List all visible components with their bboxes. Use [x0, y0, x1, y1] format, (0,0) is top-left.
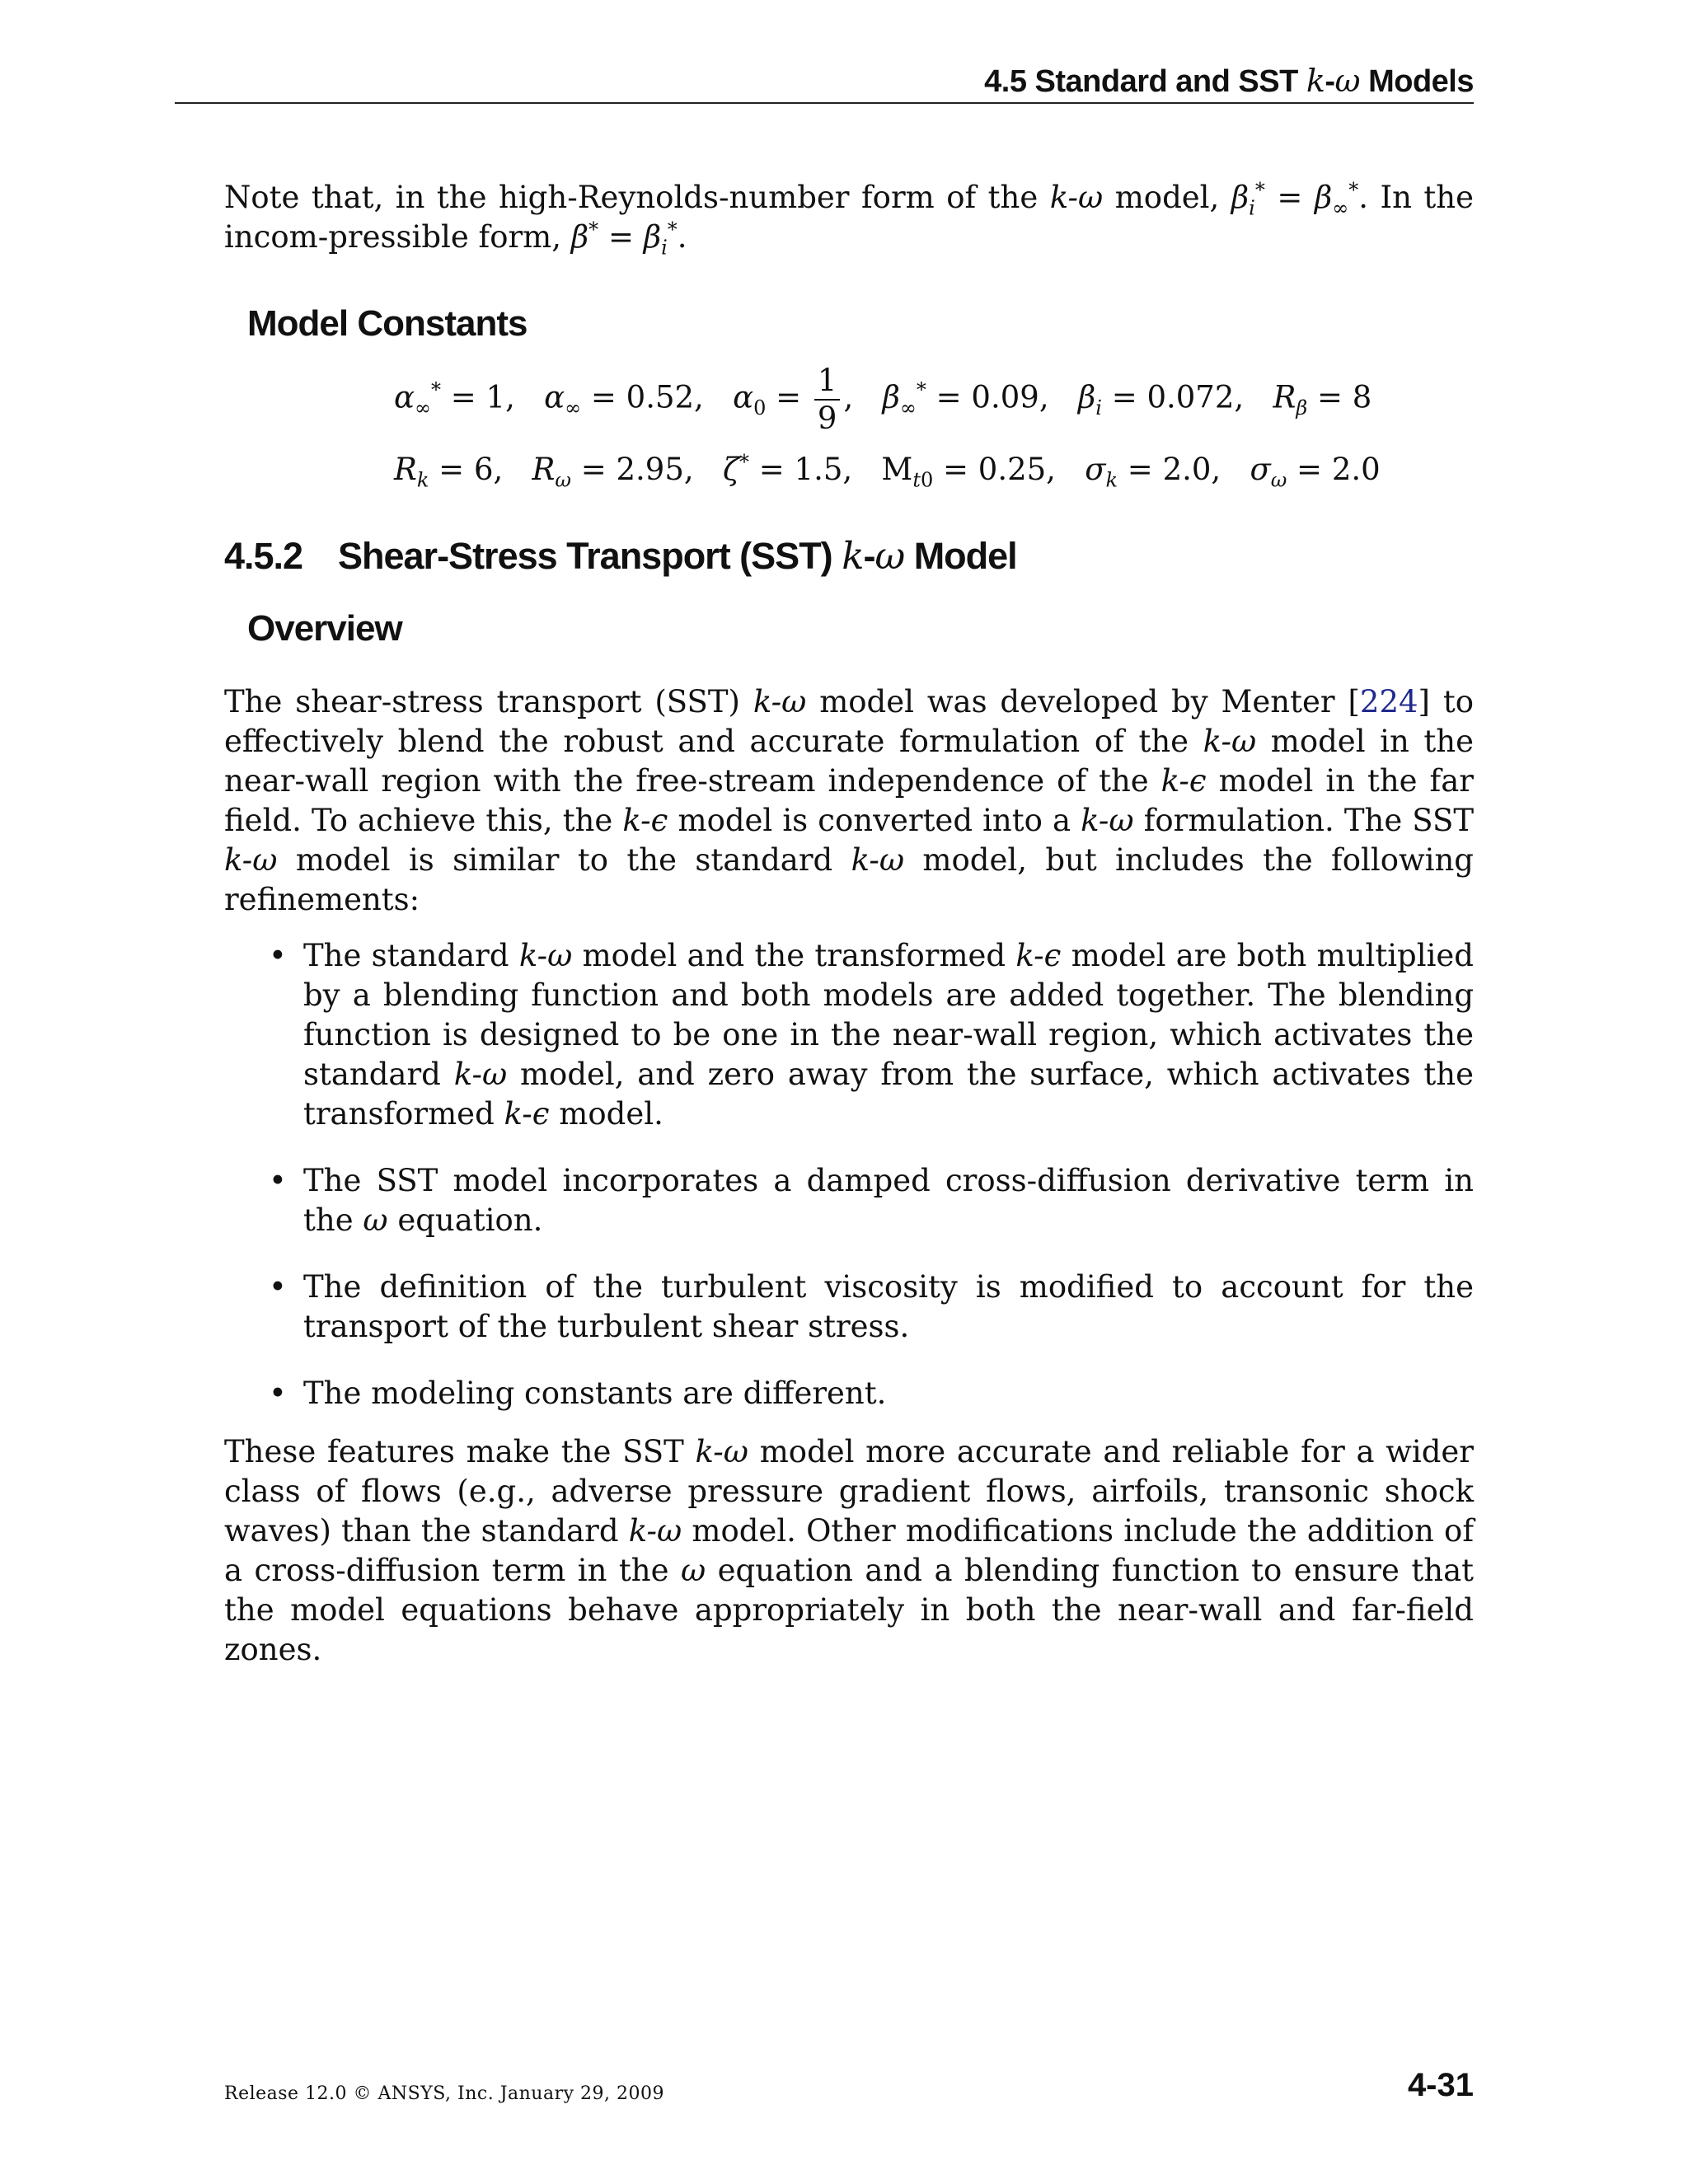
const-alpha0-fraction [814, 363, 841, 437]
bullet-icon: • [269, 938, 287, 973]
running-header [175, 59, 1474, 104]
const-sigma-k: 2.0 [1162, 452, 1212, 487]
closing-text-3: model. Other modifications include the addition of a cross-diffusion term in the [224, 1513, 1475, 1588]
const-beta-i: 0.072 [1146, 379, 1235, 415]
const-r-omega: 2.95 [616, 452, 684, 487]
bullet1-text-b: model and the transformed [582, 938, 1006, 973]
overview-paragraph: The shear-stress transport (SST) k-ω model was developed by Menter [224] to effectively blend the robust and accurate formulation of the k-ω model in the near-wall region with the free-stream independence of the k-ϵ model in the far field. To achieve this, the k-ϵ model is converted into a k-ω formulation. The SST k-ω model is similar to the standard k-ω model, but includes the following refinements: [224, 684, 1475, 917]
citation-link[interactable]: 224 [1359, 684, 1418, 719]
const-alpha-star-inf: 1 [485, 379, 506, 415]
list-item: • The standard k-ω model and the transformed k-ϵ model are both multiplied by a blending function and both models are added together. The blending function is designed to be one in the near-wall region, which activates the standard k-ω model, and zero away from the surface, which activates the transformed k-ϵ model. [269, 938, 1474, 1132]
bullet-icon: • [269, 1269, 287, 1305]
header-title-prefix: 4.5 Standard and SST [984, 64, 1298, 99]
header-title-suffix: Models [1368, 64, 1474, 99]
refinements-list [269, 936, 1474, 1441]
overview-text-3: to effectively blend the robust and accurate formulation of the [224, 684, 1475, 759]
running-header-title [984, 63, 1474, 100]
intro-text-3: . In the incom-pressible form, [224, 180, 1475, 255]
bullet1-text-d: model, and zero away from the surface, which activates the transformed [303, 1057, 1474, 1132]
bullet4-text: The modeling constants are different. [303, 1376, 887, 1411]
header-math-omega: ω [1334, 63, 1361, 99]
list-item: • The SST model incorporates a damped cross-diffusion derivative term in the ω equation. [269, 1163, 1474, 1238]
header-dash: - [1325, 64, 1335, 99]
page-number: 4-31 [1407, 2067, 1474, 2103]
bullet3-text: The definition of the turbulent viscosity is modified to account for the transport of the turbulent shear stress. [303, 1269, 1474, 1344]
overview-text-5: model in the far field. To achieve this, the [224, 763, 1474, 838]
const-sigma-omega: 2.0 [1331, 452, 1381, 487]
overview-heading: Overview [247, 608, 402, 649]
closing-paragraph: These features make the SST k-ω model more accurate and reliable for a wider class of flows (e.g., adverse pressure gradient flows, airfoils, transonic shock waves) than the standard k-ω model. Other modifications include the addition of a cross-diffusion term in the ω equation and a blending function to ensure that the model equations behave appropriately in both the near-wall and far-field zones. [224, 1434, 1475, 1667]
bullet2-text-b: equation. [397, 1202, 543, 1238]
intro-text-2: model, [1114, 180, 1220, 215]
const-alpha-inf: 0.52 [626, 379, 695, 415]
bullet1-text-e: model. [559, 1096, 663, 1132]
list-item [269, 1268, 1474, 1347]
const-zeta-star: 1.5 [794, 452, 843, 487]
overview-text-4: model in the near-wall region with the free-stream independence of the [224, 724, 1475, 799]
bullet-icon: • [269, 1376, 287, 1411]
const-r-beta: 8 [1352, 379, 1372, 415]
bullet1-text-c: model are both multiplied by a blending function and both models are added together. The blending function is designed to be one in the near-wall region, which activates the standard [303, 938, 1474, 1092]
const-beta-star-inf: 0.09 [971, 379, 1039, 415]
constants-equation-row-2: $R_k = 6$, $R_\omega = 2.95$, ζ* = 1.5, $M_{t0} = 0.25$, $\sigma_k = 2.0$, $\sigma_\omega = 2.0$ [394, 450, 1381, 492]
bullet2-text-a: The SST model incorporates a damped cross-diffusion derivative term in the [303, 1163, 1474, 1238]
section-title-suffix: Model [913, 535, 1017, 577]
section-title: Shear-Stress Transport (SST) [338, 535, 832, 577]
header-math-k: k [1306, 63, 1325, 99]
closing-text-2: model more accurate and reliable for a wider class of flows (e.g., adverse pressure gradient flows, airfoils, transonic shock waves) than the standard [224, 1434, 1474, 1549]
overview-text-9: model, but includes the following refinements: [224, 842, 1474, 917]
constants-equation-row-1: $\alpha_\infty^* = 1$, $\alpha_\infty = 0.52$, $\alpha_0$ = $\frac{1}{9}$ , $\beta_\infty^* = 0.09$, $\beta_i = 0.072$, $R_\beta = 8$ [394, 363, 1372, 436]
overview-text-6: model is converted into a [678, 803, 1071, 838]
overview-text-7: formulation. The SST [1143, 803, 1475, 838]
section-heading: 4.5.2 Shear-Stress Transport (SST) k-ω Model [224, 534, 1017, 578]
const-alpha0-denominator: 9 [817, 401, 837, 436]
overview-text-8: model is similar to the standard [295, 842, 833, 878]
overview-text-2: model was developed by Menter [819, 684, 1335, 719]
const-alpha0-numerator: 1 [814, 363, 841, 401]
bullet-icon: • [269, 1163, 287, 1198]
const-r-k: 6 [473, 452, 494, 487]
model-constants-heading: Model Constants [247, 303, 528, 344]
footer-release: Release 12.0 © ANSYS, Inc. January 29, 2009 [224, 2083, 664, 2104]
section-number: 4.5.2 [224, 535, 303, 577]
closing-text-4: equation and a blending function to ensure that the model equations behave appropriately in both the near-wall and far-field zones. [224, 1553, 1474, 1667]
list-item [269, 1374, 1474, 1413]
const-m-t0: 0.25 [978, 452, 1047, 487]
bullet1-text-a: The standard [303, 938, 509, 973]
intro-text-4: . [677, 219, 687, 255]
closing-text-1: These features make the SST [224, 1434, 684, 1469]
intro-paragraph: Note that, in the high-Reynolds-number form of the k-ω model, $\beta_i^* = \beta_\infty^*$. In the incom-pressible form, $\beta^* = \beta_i^*$. [224, 178, 1475, 260]
intro-text-1: Note that, in the high-Reynolds-number form of the [224, 180, 1039, 215]
overview-text-1: The shear-stress transport (SST) [224, 684, 740, 719]
